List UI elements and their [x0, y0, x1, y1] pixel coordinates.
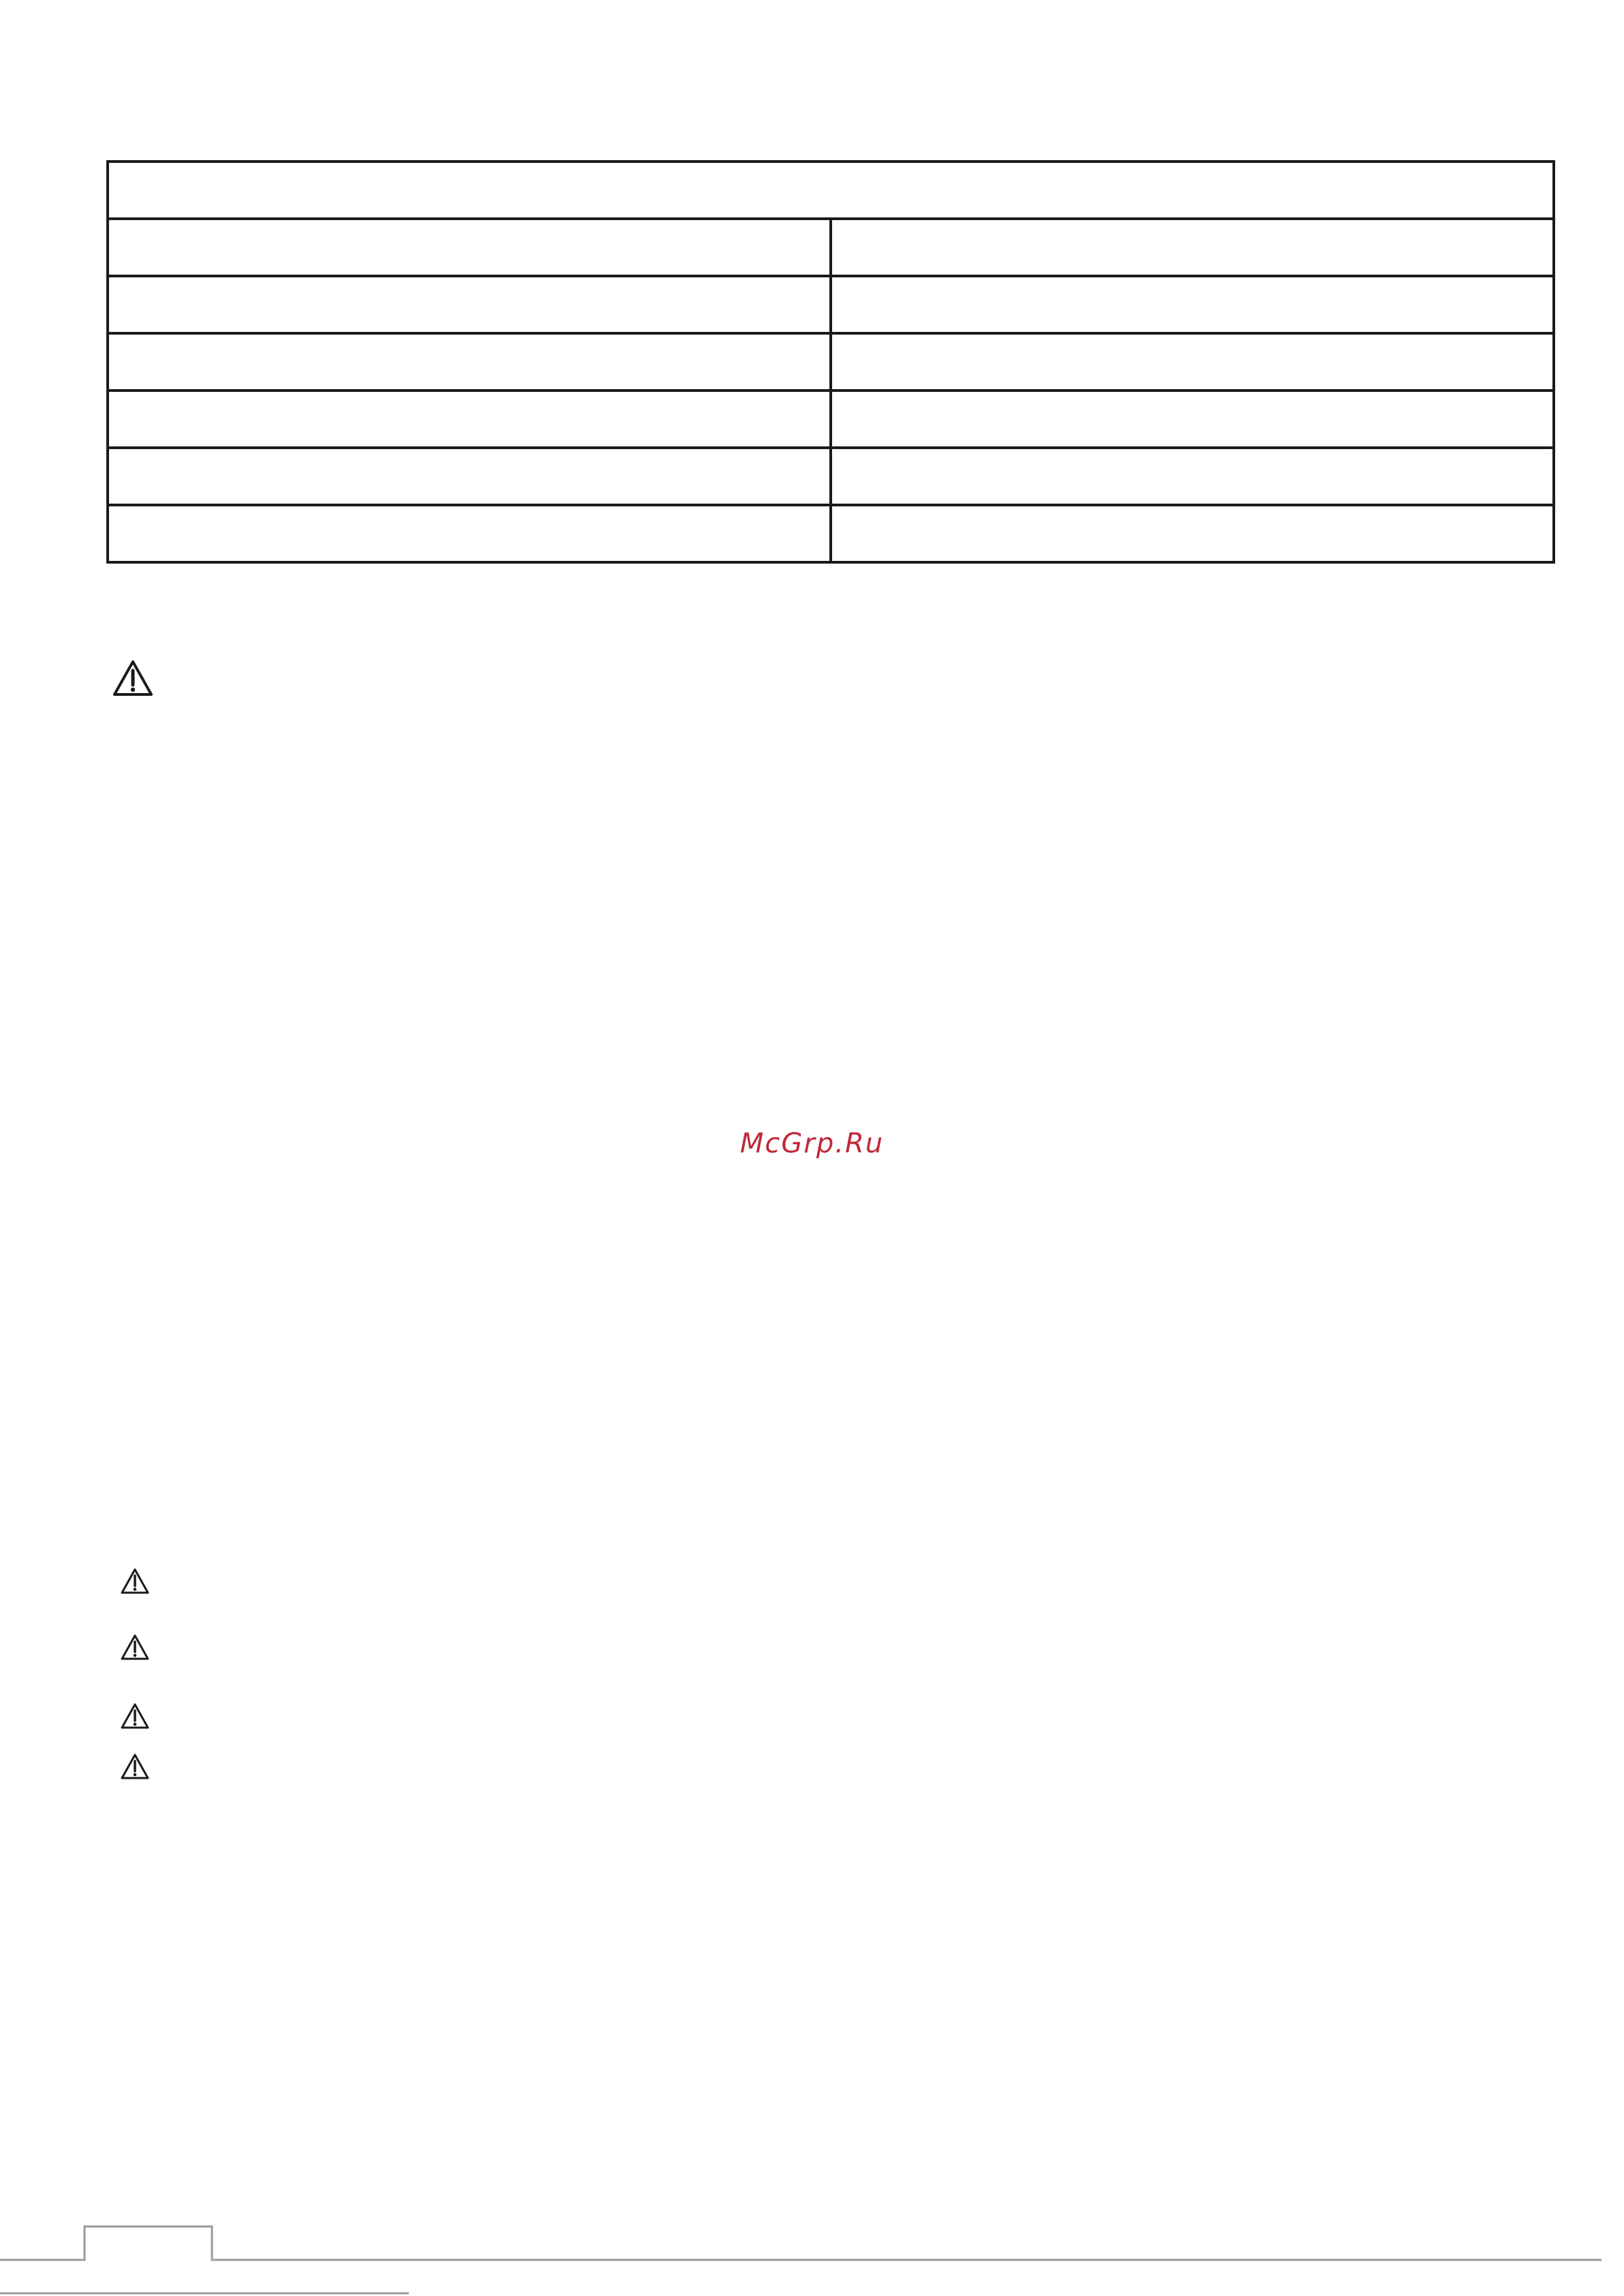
table-cell: [108, 333, 831, 391]
table-cell: [831, 333, 1554, 391]
table-header-row: [108, 162, 1554, 219]
table-row: [108, 276, 1554, 333]
watermark: McGrp.Ru: [739, 1128, 885, 1159]
warning-triangle-icon: [120, 1702, 150, 1730]
warning-triangle-icon: [120, 1567, 150, 1595]
table-cell: [108, 505, 831, 562]
table-cell: [831, 391, 1554, 448]
warning-triangle-icon: [112, 659, 154, 697]
warning-triangle-icon: [120, 1634, 150, 1661]
table-row: [108, 448, 1554, 505]
table-cell: [831, 276, 1554, 333]
table-cell: [831, 505, 1554, 562]
spec-table: [106, 160, 1555, 564]
table-row: [108, 505, 1554, 562]
table-cell: [108, 219, 831, 276]
table-row: [108, 219, 1554, 276]
table-cell: [831, 219, 1554, 276]
table-cell: [831, 448, 1554, 505]
table-header-cell: [108, 162, 1554, 219]
table-row: [108, 333, 1554, 391]
table-cell: [108, 391, 831, 448]
table-row: [108, 391, 1554, 448]
table-cell: [108, 448, 831, 505]
footer-page-tab: [0, 2215, 1624, 2296]
warning-triangle-icon: [120, 1753, 150, 1780]
table-cell: [108, 276, 831, 333]
